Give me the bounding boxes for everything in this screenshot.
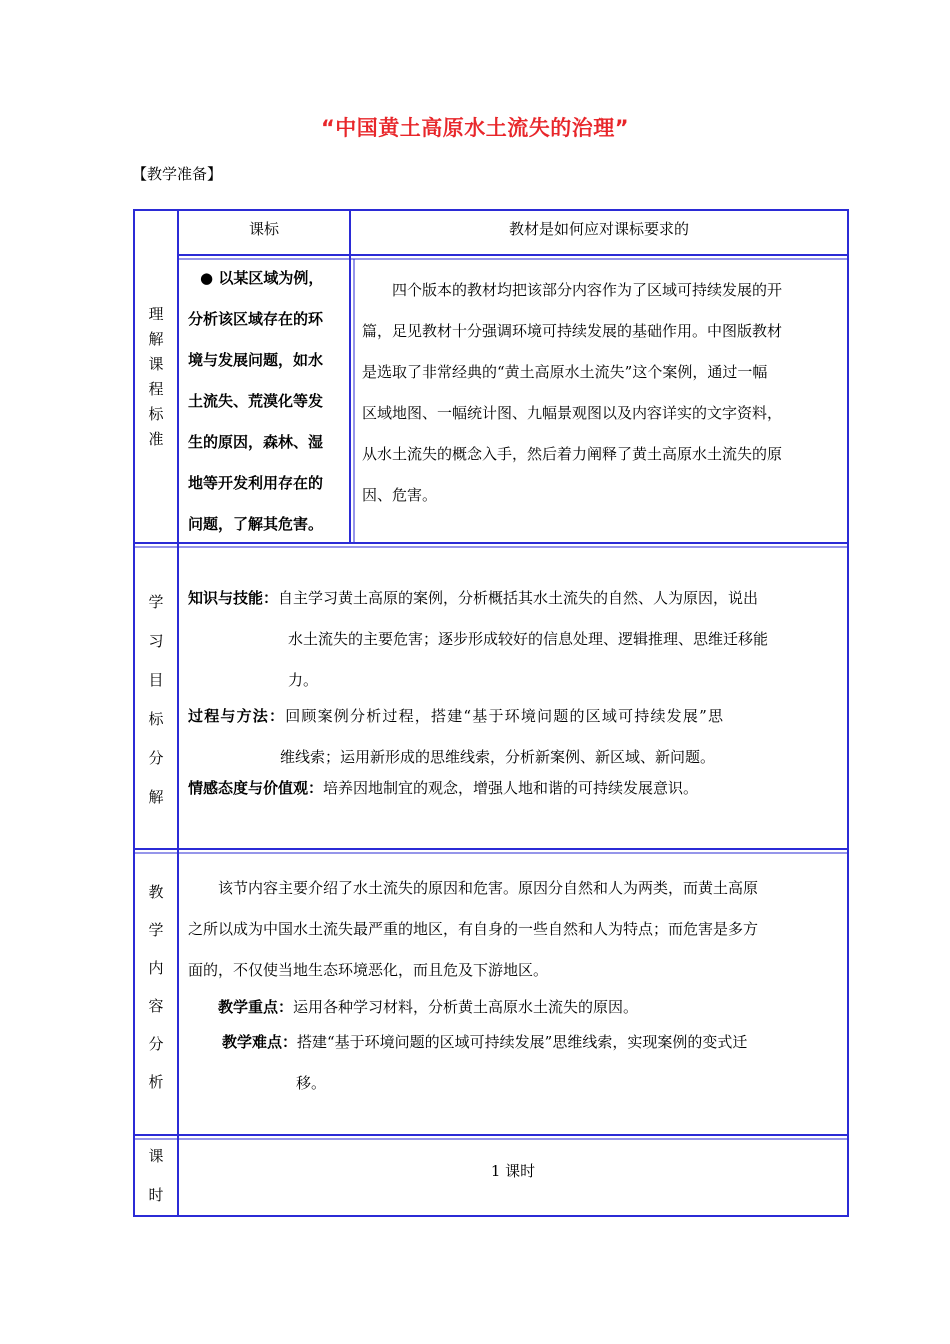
objective-knowledge: 知识与技能：自主学习黄土高原的案例，分析概括其水土流失的自然、人为原因，说出 水土流失的主要危害；逐步形成较好的信息处理、逻辑推理、思维迁移能 力。 xyxy=(188,589,769,689)
standard-text: ● 以某区域为例， 分析该区域存在的环 境与发展问题，如水 土流失、荒漠化等发 生的原因，森林、湿 地等开发利用存在的 问题，了解其危害。 xyxy=(188,269,324,533)
textbook-text: 四个版本的教材均把该部分内容作为了区域可持续发展的开 篇，足见教材十分强调环境可持续发展的基础作用。中图版教材 是选取了非常经典的“黄土高原水土流失”这个案例，通过一幅 区域地图、一幅统计图、九幅景观图以及内容详实的文字资料， 从水土流失的概念入手，然后着力阐释了黄土高原水土流失的原 因、危害。 xyxy=(362,281,783,504)
header-standard: 课标 xyxy=(248,220,279,238)
class-hours: 1 课时 xyxy=(490,1162,536,1180)
objective-attitude: 情感态度与价值观：培养因地制宜的观念，增强人地和谐的可持续发展意识。 xyxy=(188,779,699,797)
row-label-objectives: 学 习 目 标 分 解 xyxy=(148,593,164,806)
header-textbook: 教材是如何应对课标要求的 xyxy=(508,220,689,238)
objective-process: 过程与方法：回顾案例分析过程，搭建“基于环境问题的区域可持续发展”思 维线索；运用新形成的思维线索，分析新案例、新区域、新问题。 xyxy=(188,707,725,766)
section-heading: 【教学准备】 xyxy=(132,165,223,183)
page-title: “中国黄土高原水土流失的治理” xyxy=(320,116,630,140)
teaching-key-point: 教学重点：运用各种学习材料，分析黄土高原水土流失的原因。 xyxy=(218,998,639,1016)
bullet-icon: ● xyxy=(200,269,214,287)
teaching-difficulty: 教学难点：搭建“基于环境问题的区域可持续发展”思维线索，实现案例的变式迁 移。 xyxy=(222,1033,748,1092)
content-analysis: 该节内容主要介绍了水土流失的原因和危害。原因分自然和人为两类，而黄土高原 之所以成为中国水土流失最严重的地区，有自身的一些自然和人为特点；而危害是多方 面的，不仅使当地生态环境恶化，而且危及下游地区。 xyxy=(188,879,759,979)
row-label-hours: 课 时 xyxy=(148,1147,164,1204)
row-label-curriculum: 理 解 课 程 标 准 xyxy=(148,305,164,448)
row-label-content: 教 学 内 容 分 析 xyxy=(148,883,164,1091)
